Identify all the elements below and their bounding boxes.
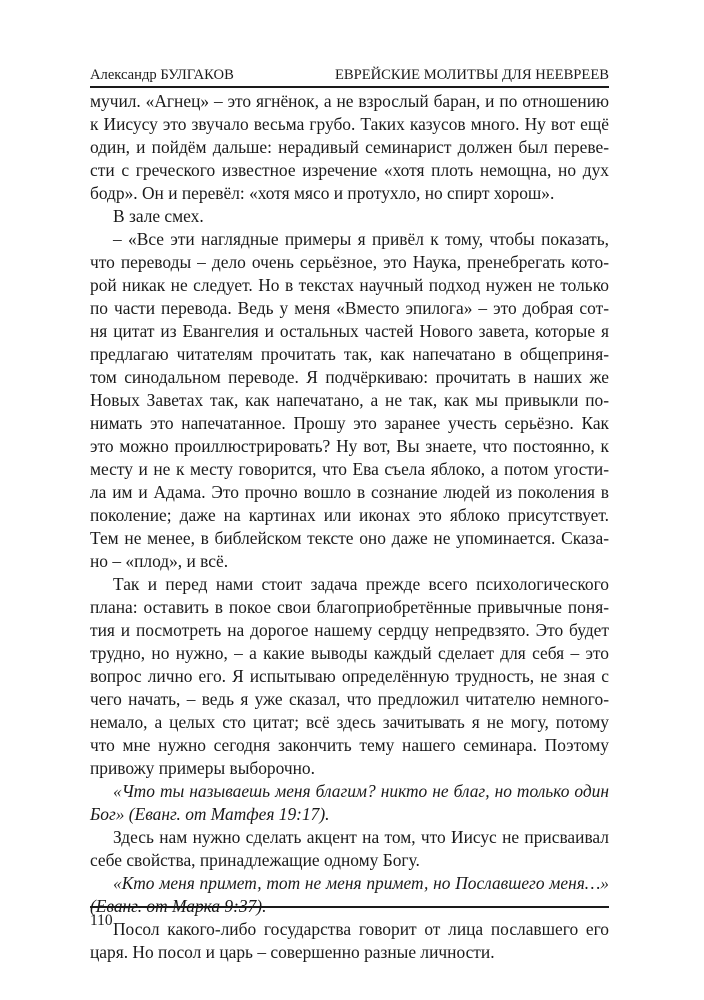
text-line: к Иисусу это звучало весьма грубо. Таких казусов много. Ну вот ещё <box>90 114 609 134</box>
text-line: немало, а целых сто цитат; всё здесь зачитывать я не могу, потому <box>90 712 609 732</box>
running-head <box>90 66 609 88</box>
text-line: чего начать, – ведь я уже сказал, что предложил читателю немного- <box>90 689 609 709</box>
text-line: мучил. «Агнец» – это ягнёнок, а не взрослый баран, и по отношению <box>90 91 609 111</box>
quotation-line: «Кто меня примет, тот не меня примет, но Пославшего меня…» <box>113 873 609 893</box>
text-line: это можно проиллюстрировать? Ну вот, Вы знаете, что постоянно, к <box>90 436 609 456</box>
running-head-title: ЕВРЕЙСКИЕ МОЛИТВЫ ДЛЯ НЕЕВРЕЕВ <box>334 67 609 83</box>
text-line: ня цитат из Евангелия и остальных частей Нового завета, которые я <box>90 321 609 341</box>
text-line: но – «плод», и всё. <box>90 551 229 571</box>
text-line: привожу примеры выборочно. <box>90 758 315 778</box>
text-line: плана: оставить в покое свои благоприобретённые привычные поня- <box>90 597 609 617</box>
text-line: Посол какого-либо государства говорит от лица пославшего его <box>113 919 609 939</box>
text-line: тия и посмотреть на дорогое нашему сердцу непредвзято. Это будет <box>90 620 609 640</box>
quotation-line: «Что ты называешь меня благим? никто не благ, но только один <box>113 781 609 801</box>
body-text <box>90 90 609 964</box>
text-line: что переводы – дело очень серьёзное, это Наука, пренебрегать кото- <box>90 252 609 272</box>
text-line: месту и не к месту говорится, что Ева съела яблоко, а потом угости- <box>90 459 609 479</box>
quotation-line: Бог» (Еванг. от Матфея 19:17). <box>90 804 330 824</box>
text-line: сти с греческого известное изречение «хотя плоть немощна, но дух <box>90 160 609 180</box>
text-line: нимать это напечатанное. Прошу это заранее учесть серьёзно. Как <box>90 413 609 433</box>
text-line: по части перевода. Ведь у меня «Вместо эпилога» – это добрая сот- <box>90 298 609 318</box>
text-line: том синодальном переводе. Я подчёркиваю: прочитать в наших же <box>90 367 609 387</box>
text-line: В зале смех. <box>113 206 204 226</box>
page-number: 110 <box>90 912 113 929</box>
text-line: царя. Но посол и царь – совершенно разные личности. <box>90 942 495 962</box>
text-line: рой никак не следует. Но в текстах научный подход нужен не только <box>90 275 609 295</box>
text-line: бодр». Он и перевёл: «хотя мясо и протухло, но спирт хорош». <box>90 183 555 203</box>
text-line: Тем не менее, в библейском тексте оно даже не упоминается. Сказа- <box>90 528 609 548</box>
text-line: что мне нужно сегодня закончить тему нашего семинара. Поэтому <box>90 735 609 755</box>
text-line: Так и перед нами стоит задача прежде всего психологического <box>113 574 609 594</box>
footer-rule <box>90 906 609 908</box>
running-head-author: Александр БУЛГАКОВ <box>90 67 234 83</box>
text-line: предлагаю читателям прочитать так, как напечатано в общеприня- <box>90 344 609 364</box>
text-line: ла им и Адама. Это прочно вошло в сознание людей из поколения в <box>90 482 609 502</box>
text-line: трудно, но нужно, – а какие выводы каждый сделает для себя – это <box>90 643 609 663</box>
text-line: – «Все эти наглядные примеры я привёл к тому, чтобы показать, <box>113 229 609 249</box>
text-line: поколение; даже на картинах или иконах это яблоко присутствует. <box>90 505 609 525</box>
text-line: один, и пойдём дальше: нерадивый семинарист должен был переве- <box>90 137 609 157</box>
text-line: Здесь нам нужно сделать акцент на том, что Иисус не присваивал <box>113 827 609 847</box>
text-line: себе свойства, принадлежащие одному Богу. <box>90 850 420 870</box>
text-line: Новых Заветах так, как напечатано, а не так, как мы привыкли по- <box>90 390 609 410</box>
text-line: вопрос лично его. Я испытываю определённую трудность, не зная с <box>90 666 609 686</box>
quotation-line: (Еванг. от Марка 9:37). <box>90 896 267 916</box>
